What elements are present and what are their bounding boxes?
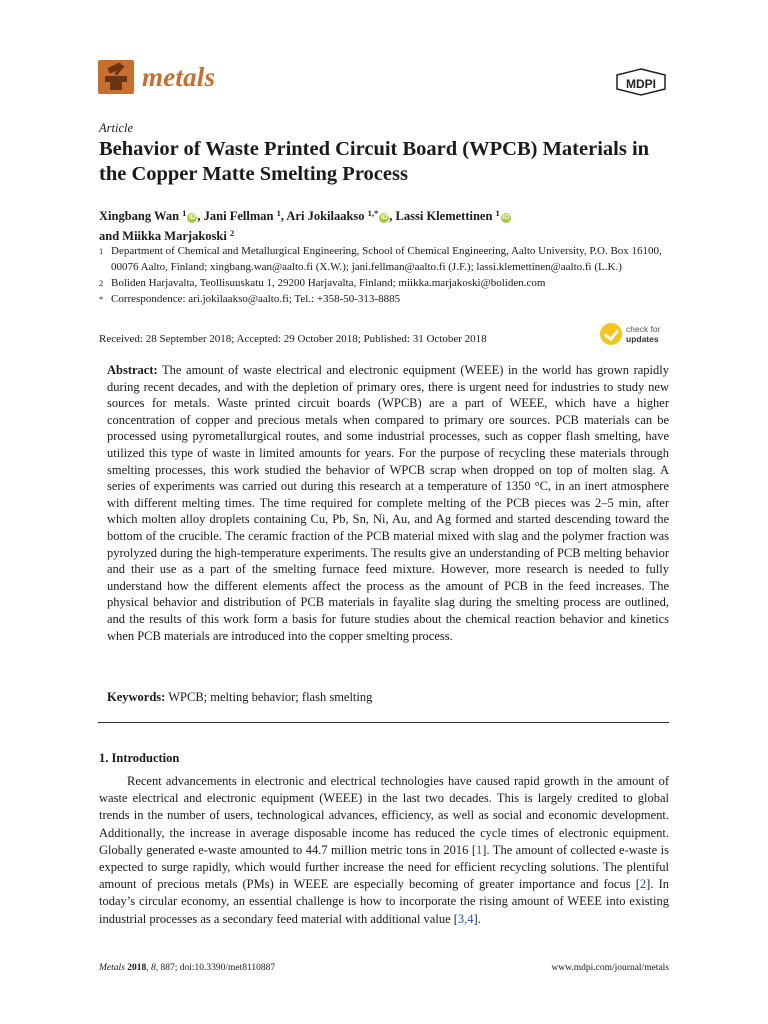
affiliation-text: Boliden Harjavalta, Teollisuuskatu 1, 29200 Harjavalta, Finland; miikka.marjakoski@boliden.com (111, 277, 546, 289)
correspondence-text: Correspondence: ari.jokilaakso@aalto.fi; Tel.: +358-50-313-8885 (111, 293, 401, 305)
footer-year: 2018 (127, 963, 147, 973)
section-heading: 1. Introduction (99, 751, 180, 765)
footer-journal: Metals (99, 963, 125, 973)
section-divider (98, 722, 669, 723)
orcid-icon[interactable]: iD (502, 214, 510, 221)
orcid-icon[interactable]: iD (188, 214, 196, 221)
publication-dates: Received: 28 September 2018; Accepted: 29 October 2018; Published: 31 October 2018 (99, 333, 487, 345)
intro-text: ]. The amount of collected e-waste is expected to surge rapidly, which would further increase the need for efficient recycling solutions. The plentiful amount of precious metals (PMs) in WEEE are especially becoming of greater importance and focus [ (99, 842, 669, 892)
abstract-label: Abstract: (107, 363, 158, 377)
correspondence-item (99, 291, 674, 307)
author-name[interactable]: Lassi Klemettinen (395, 209, 493, 223)
orcid-icon[interactable]: iD (380, 214, 388, 221)
citation-link[interactable]: 3,4 (457, 911, 474, 926)
citation-link[interactable]: 2 (639, 877, 647, 892)
page-footer (99, 963, 669, 973)
abstract (107, 362, 669, 644)
keywords-text: WPCB; melting behavior; flash smelting (168, 690, 373, 704)
author-name[interactable]: Xingbang Wan (99, 209, 180, 223)
affiliation-text: Department of Chemical and Metallurgical Engineering, School of Chemical Engineering, Aalto University, P.O. Box 16100, 00076 Aalto, Finland; xingbang.wan@aalto.fi (X.W.); jani.fellman@aalto.fi (J.F.); lassi.klemettinen@aalto.fi (L.K.) (111, 245, 662, 273)
author-name[interactable]: Jani Fellman (203, 209, 274, 223)
footer-url[interactable]: www.mdpi.com/journal/metals (551, 963, 669, 973)
author-name[interactable]: Miikka Marjakoski (122, 229, 227, 243)
publisher-name: MDPI (626, 77, 656, 91)
footer-citation: Metals 2018, 8, 887; doi:10.3390/met8110887 (99, 963, 276, 973)
check-for-updates-badge[interactable] (600, 323, 661, 345)
intro-text: ]. (473, 911, 481, 926)
author-affil-mark: 1 (182, 208, 187, 218)
correspondence-mark: * (99, 294, 104, 304)
introduction-paragraph (99, 773, 669, 928)
keywords-label: Keywords: (107, 690, 166, 704)
affiliation-mark: 1 (99, 246, 104, 256)
author-name[interactable]: Ari Jokilaakso (286, 209, 365, 223)
author-affil-mark: 1,* (367, 208, 379, 218)
article-type: Article (99, 121, 134, 135)
affiliation-item (99, 275, 674, 291)
author-affil-mark: 2 (229, 228, 235, 238)
journal-name: metals (142, 61, 216, 92)
intro-text: ]. In today’s circular economy, an essential challenge is how to incorporate the rising amount of WEEE into existing industrial processes as a secondary feed material with additional value [ (99, 877, 670, 926)
footer-volume: 8 (150, 963, 156, 973)
checkmark-icon (600, 323, 622, 345)
abstract-text: The amount of waste electrical and electronic equipment (WEEE) in the world has grown rapidly during recent decades, and with the depletion of primary ores, there is urgent need for industries to study new sources for metals. Waste printed circuit boards (WPCB) are a part of WEEE, which have a higher concentration of copper and precious metals when compared to primary ore sources. PCB materials can be processed using pyrometallurgical routes, and some industrial processes, such as copper flash smelting, have utilized this type of waste in limited amounts for years. For the purpose of recycling these materials through smelting processes, this work studied the behavior of WPCB scrap when dropped on top of molten slag. A series of experiments was carried out during this research at a temperature of 1350 °C, in an inert atmosphere with different melting times. The time required for complete melting of the PCB pieces was 2–5 min, after which molten alloy droplets containing Cu, Pb, Sn, Ni, Au, and Ag formed and started descending toward the bottom of the crucible. The ceramic fraction of the PCB material mixed with slag and the polymer fraction was pyrolyzed during the high-temperature experiments. The results give an understanding of PCB melting behavior and their use as a part of the smelting furnace feed mixture. However, more research is needed to fully understand how the different elements affect the process as the amount of PCB in the feed increases. The physical behavior and distribution of PCB materials in fayalite slag during the smelting process are outlined, and the results of this work form a basis for future studies about the chemical reaction behavior and kinetics when PCB materials are introduced into the copper smelting process. (107, 363, 669, 643)
footer-doi: , 887; doi:10.3390/met8110887 (155, 963, 276, 973)
affiliation-mark: 2 (99, 278, 104, 288)
author-affil-mark: 1 (495, 208, 500, 218)
citation-link[interactable]: 1 (476, 842, 483, 857)
check-updates-line2: updates (626, 334, 659, 344)
keywords (107, 690, 667, 705)
author-list: Xingbang Wan $^1$ iD , Jani Fellman $^1$, Ari Jokilaakso $^{1,*}$ iD , Lassi Klemettinen $^1$ iD and Miikka Marjakoski $^2$ (99, 208, 510, 243)
intro-text: Recent advancements in electronic and electrical technologies have caused rapid growth in the amount of waste electrical and electronic equipment (WEEE) in the last two decades. This is largely credited to global trends in the number of users, technological advances, efficiency, as well as social and economic development. Additionally, the increase in average disposable income has reduced the cycle times of electronic equipment. Globally generated e-waste amounted to 44.7 million metric tons in 2016 [ (99, 774, 669, 857)
affiliation-item (99, 243, 674, 275)
author-affil-mark: 1 (276, 208, 281, 218)
anvil-hammer-icon (98, 60, 134, 94)
check-updates-line1: check for (626, 324, 661, 334)
journal-logo[interactable] (98, 60, 215, 94)
affiliations (99, 243, 674, 307)
paper-title: Behavior of Waste Printed Circuit Board (WPCB) Materials in the Copper Matte Smelting Process (99, 138, 650, 185)
publisher-logo[interactable] (614, 68, 668, 96)
